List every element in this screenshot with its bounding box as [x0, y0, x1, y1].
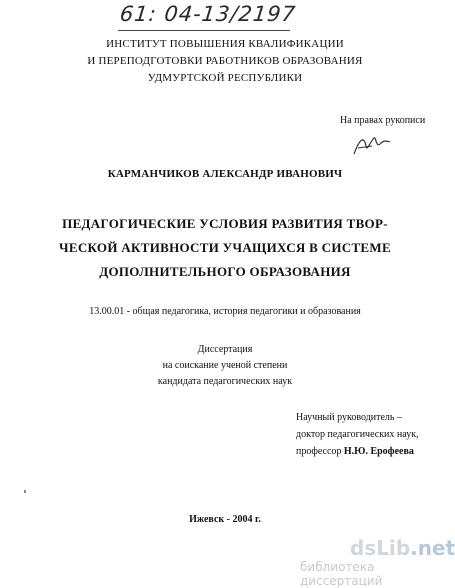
- dissertation-line-2: на соискание ученой степени: [162, 360, 288, 371]
- dissertation-line-3: кандидата педагогических наук: [157, 376, 293, 387]
- scan-speck: [24, 490, 26, 493]
- advisor-name: Н.Ю. Ерофеева: [343, 446, 414, 457]
- city-year: Ижевск - 2004 г.: [189, 514, 261, 525]
- institute-line-1: ИНСТИТУТ ПОВЫШЕНИЯ КВАЛИФИКАЦИИ: [106, 38, 344, 50]
- title-line-3: ДОПОЛНИТЕЛЬНОГО ОБРАЗОВАНИЯ: [99, 264, 351, 279]
- author-name: КАРМАНЧИКОВ АЛЕКСАНДР ИВАНОВИЧ: [107, 168, 343, 180]
- signature-icon: [352, 132, 392, 158]
- advisor-line-2: доктор педагогических наук,: [296, 429, 419, 440]
- advisor-line-3: [296, 446, 414, 457]
- title-line-2: ЧЕСКОЙ АКТИВНОСТИ УЧАЩИХСЯ В СИСТЕМЕ: [59, 240, 391, 255]
- watermark-logo-main: dsLib: [350, 536, 411, 560]
- rights-notice: На правах рукописи: [340, 115, 426, 126]
- watermark-logo-suffix: .net: [410, 536, 455, 560]
- registration-underline: [118, 30, 290, 31]
- institute-line-3: УДМУРТСКОЙ РЕСПУБЛИКИ: [147, 72, 303, 84]
- advisor-title: профессор: [296, 446, 342, 457]
- title-line-1: ПЕДАГОГИЧЕСКИЕ УСЛОВИЯ РАЗВИТИЯ ТВОР-: [62, 216, 388, 231]
- specialty-code: 13.00.01 - общая педагогика, история педагогики и образования: [89, 306, 361, 317]
- watermark-logo: [350, 536, 455, 560]
- registration-number: 61: 04-13/2197: [118, 2, 298, 26]
- advisor-line-1: Научный руководитель –: [296, 412, 402, 423]
- dissertation-line-1: Диссертация: [197, 344, 253, 355]
- institute-line-2: И ПЕРЕПОДГОТОВКИ РАБОТНИКОВ ОБРАЗОВАНИЯ: [87, 55, 363, 67]
- watermark-subtitle: библиотека диссертаций: [300, 560, 383, 588]
